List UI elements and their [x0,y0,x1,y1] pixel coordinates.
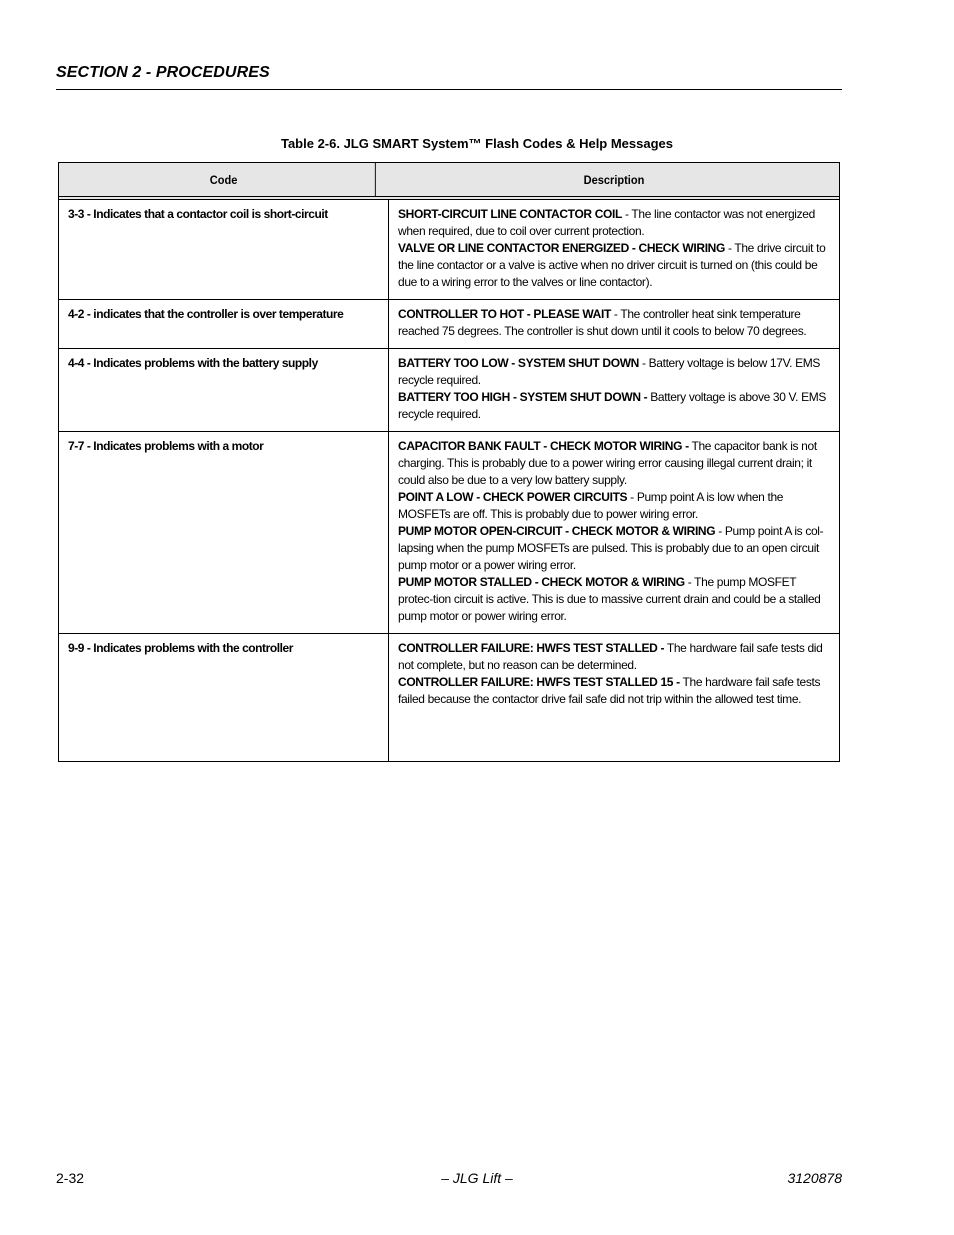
help-message [398,640,830,674]
code-cell: 9-9 - Indicates problems with the controller [59,634,389,761]
flash-codes-table [58,162,840,762]
help-message-title: PUMP MOTOR STALLED - CHECK MOTOR & WIRING [398,575,685,589]
table-row [59,200,839,299]
table-title: Table 2-6. JLG SMART System™ Flash Codes & Help Messages [280,136,674,151]
footer-brand: – JLG Lift – [441,1170,513,1186]
table-row [59,431,839,633]
help-message [398,355,830,389]
description-cell [389,300,839,348]
help-message-title: CONTROLLER FAILURE: HWFS TEST STALLED - [398,641,665,655]
help-message [398,523,830,574]
description-cell [389,349,839,431]
help-message-text: - Pump point A is col-lapsing when the pump MOSFETs are pulsed. This is probably due to an open circuit pump motor or a power wiring error. [398,524,824,572]
help-message [398,306,830,340]
help-message [398,438,830,489]
help-message-title: BATTERY TOO HIGH - SYSTEM SHUT DOWN - [398,390,648,404]
help-message-title: CONTROLLER TO HOT - PLEASE WAIT [398,307,611,321]
help-message-text: - The controller heat sink temperature reached 75 degrees. The controller is shut down until it cools to below 70 degrees. [398,307,807,338]
help-message-title: SHORT-CIRCUIT LINE CONTACTOR COIL [398,207,622,221]
help-message-text: - The line contactor was not energized when required, due to coil over current protection. [398,207,815,238]
help-message-text: - The drive circuit to the line contactor or a valve is active when no driver circuit is turned on (this could be due to a wiring error to the valves or line contactor). [398,241,826,289]
help-message-text: - The pump MOSFET protec-tion circuit is active. This is due to massive current drain and could be a stalled pump motor or power wiring error. [398,575,821,623]
help-message-text: Battery voltage is above 30 V. EMS recycle required. [398,390,827,421]
help-message-text: - Battery voltage is below 17V. EMS recycle required. [398,356,821,387]
code-cell: 7-7 - Indicates problems with a motor [59,432,389,633]
help-message-title: CAPACITOR BANK FAULT - CHECK MOTOR WIRING - [398,439,689,453]
section-header: SECTION 2 - PROCEDURES [56,64,270,81]
table-body [59,200,839,761]
description-cell [389,200,839,299]
help-message [398,674,830,708]
page-number: 2-32 [56,1170,85,1186]
code-cell: 3-3 - Indicates that a contactor coil is short-circuit [59,200,389,299]
help-message [398,240,830,291]
code-cell: 4-2 - indicates that the controller is over temperature [59,300,389,348]
document-number: 3120878 [787,1170,842,1186]
help-message [398,489,830,523]
help-message-title: BATTERY TOO LOW - SYSTEM SHUT DOWN [398,356,639,370]
help-message-title: CONTROLLER FAILURE: HWFS TEST STALLED 15 - [398,675,680,689]
help-message-title: POINT A LOW - CHECK POWER CIRCUITS [398,490,628,504]
help-message-title: PUMP MOTOR OPEN-CIRCUIT - CHECK MOTOR & WIRING [398,524,716,538]
table-header-row [59,163,839,200]
description-cell [389,432,839,633]
help-message-title: VALVE OR LINE CONTACTOR ENERGIZED - CHECK WIRING [398,241,725,255]
description-cell [389,634,839,761]
header-rule [56,89,842,90]
table-row [59,348,839,431]
code-cell: 4-4 - Indicates problems with the battery supply [59,349,389,431]
help-message [398,206,830,240]
help-message [398,574,830,625]
help-message-text: - Pump point A is low when the MOSFETs are off. This is probably due to power wiring error. [398,490,784,521]
help-message [398,389,830,423]
help-message-text: The hardware fail safe tests failed because the contactor drive fail safe did not trip within the allowed test time. [398,675,821,706]
help-message-text: The capacitor bank is not charging. This is probably due to a power wiring error causing illegal current drain; it could also be due to a very low battery supply. [398,439,817,487]
column-header-code: Code [72,163,376,196]
table-row [59,299,839,348]
help-message-text: The hardware fail safe tests did not complete, but no reason can be determined. [398,641,823,672]
table-row [59,633,839,761]
column-header-description: Description [583,172,645,187]
